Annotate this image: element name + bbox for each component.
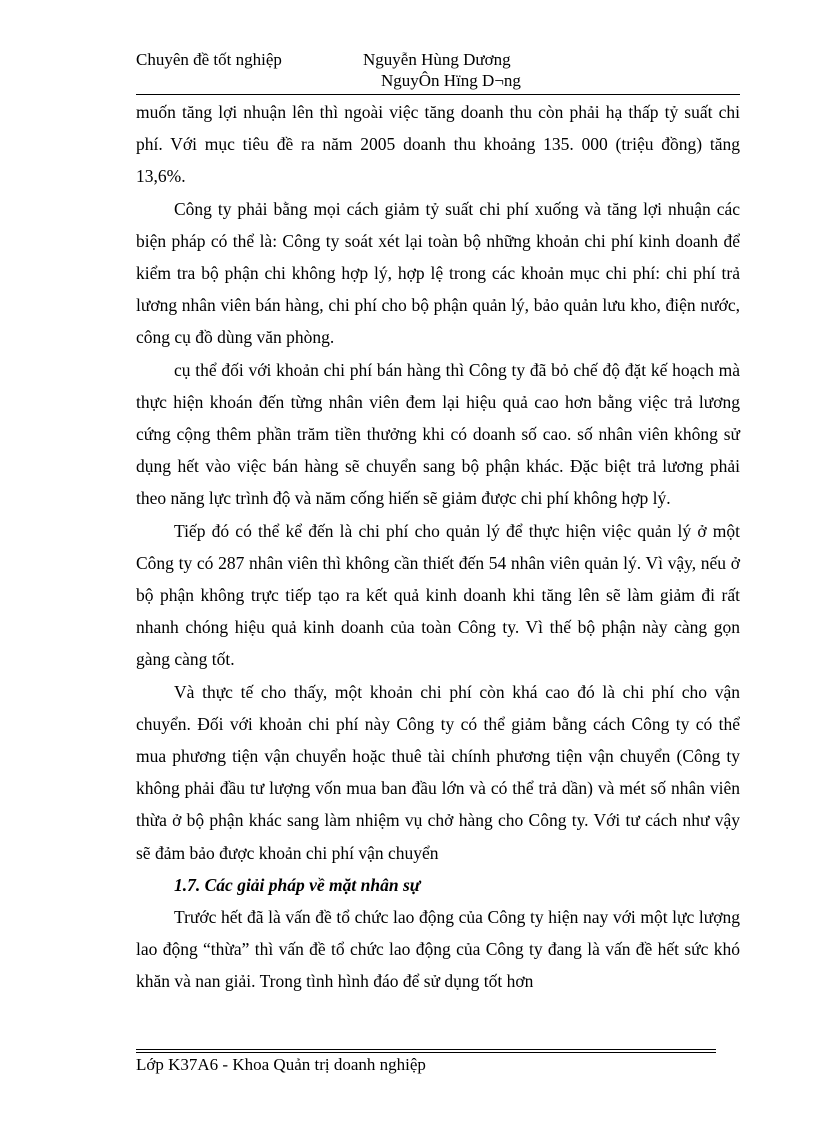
- header-rule: [136, 94, 740, 95]
- footer-text: Lớp K37A6 - Khoa Quản trị doanh nghiệp: [136, 1055, 426, 1074]
- paragraph-1: muốn tăng lợi nhuận lên thì ngoài việc tăng doanh thu còn phải hạ thấp tỷ suất chi phí. Với mục tiêu đề ra năm 2005 doanh thu khoảng 135. 000 (triệu đồng) tăng 13,6%.: [136, 102, 740, 187]
- section-heading: 1.7. Các giải pháp về mặt nhân sự: [174, 874, 421, 895]
- paragraph-2: Công ty phải bằng mọi cách giảm tỷ suất chi phí xuống và tăng lợi nhuận các biện pháp có thể là: Công ty soát xét lại toàn bộ những khoản chi phí kinh doanh để kiểm tra bộ phận chi không hợp lý, hợp lệ trong các khoản mục chi phí: chi phí trả lương nhân viên bán hàng, chi phí cho bộ phận quản lý, bảo quản lưu kho, điện nước, công cụ đồ dùng văn phòng.: [136, 198, 740, 348]
- footer-rule-top: [136, 1049, 716, 1050]
- header-author: Nguyễn Hùng Dương: [363, 50, 511, 69]
- document-body: [136, 96, 740, 998]
- header-title: Chuyên đề tốt nghiệp: [136, 50, 282, 69]
- paragraph-3: cụ thể đối với khoản chi phí bán hàng thì Công ty đã bỏ chế độ đặt kế hoạch mà thực hiện khoán đến từng nhân viên đem lại hiệu quả cao hơn bằng việc trả lương cứng cộng thêm phần trăm tiền thưởng khi có doanh số cao. số nhân viên không sử dụng hết vào việc bán hàng sẽ chuyển sang bộ phận khác. Đặc biệt trả lương phải theo năng lực trình độ và năm cống hiến sẽ giảm được chi phí không hợp lý.: [136, 359, 740, 509]
- paragraph-4: Tiếp đó có thể kể đến là chi phí cho quản lý để thực hiện việc quản lý ở một Công ty có 287 nhân viên thì không cần thiết đến 54 nhân viên quản lý. Vì vậy, nếu ở bộ phận không trực tiếp tạo ra kết quả kinh doanh khi tăng lên sẽ làm giảm đi rất nhanh chóng hiệu quả kinh doanh của toàn Công ty. Vì thế bộ phận này càng gọn gàng càng tốt.: [136, 520, 740, 670]
- footer-rule-bottom: [136, 1052, 716, 1053]
- paragraph-6: Trước hết đã là vấn đề tổ chức lao động của Công ty hiện nay với một lực lượng lao động “thừa” thì vấn đề tổ chức lao động của Công ty đang là vấn đề hết sức khó khăn và nan giải. Trong tình hình đáo để sử dụng tốt hơn: [136, 907, 740, 992]
- paragraph-5: Và thực tế cho thấy, một khoản chi phí còn khá cao đó là chi phí cho vận chuyển. Đối với khoản chi phí này Công ty có thể giảm bằng cách Công ty có thể mua phương tiện vận chuyển hoặc thuê tài chính phương tiện vận chuyển (Công ty không phải đầu tư lượng vốn mua ban đầu lớn và có thể trả dần) và mét số nhân viên thừa ở bộ phận khác sang làm nhiệm vụ chở hàng cho Công ty. Với tư cách như vậy sẽ đảm bảo được khoản chi phí vận chuyển: [136, 681, 740, 863]
- header-author-garbled: NguyÔn Hïng D¬ng: [381, 71, 521, 90]
